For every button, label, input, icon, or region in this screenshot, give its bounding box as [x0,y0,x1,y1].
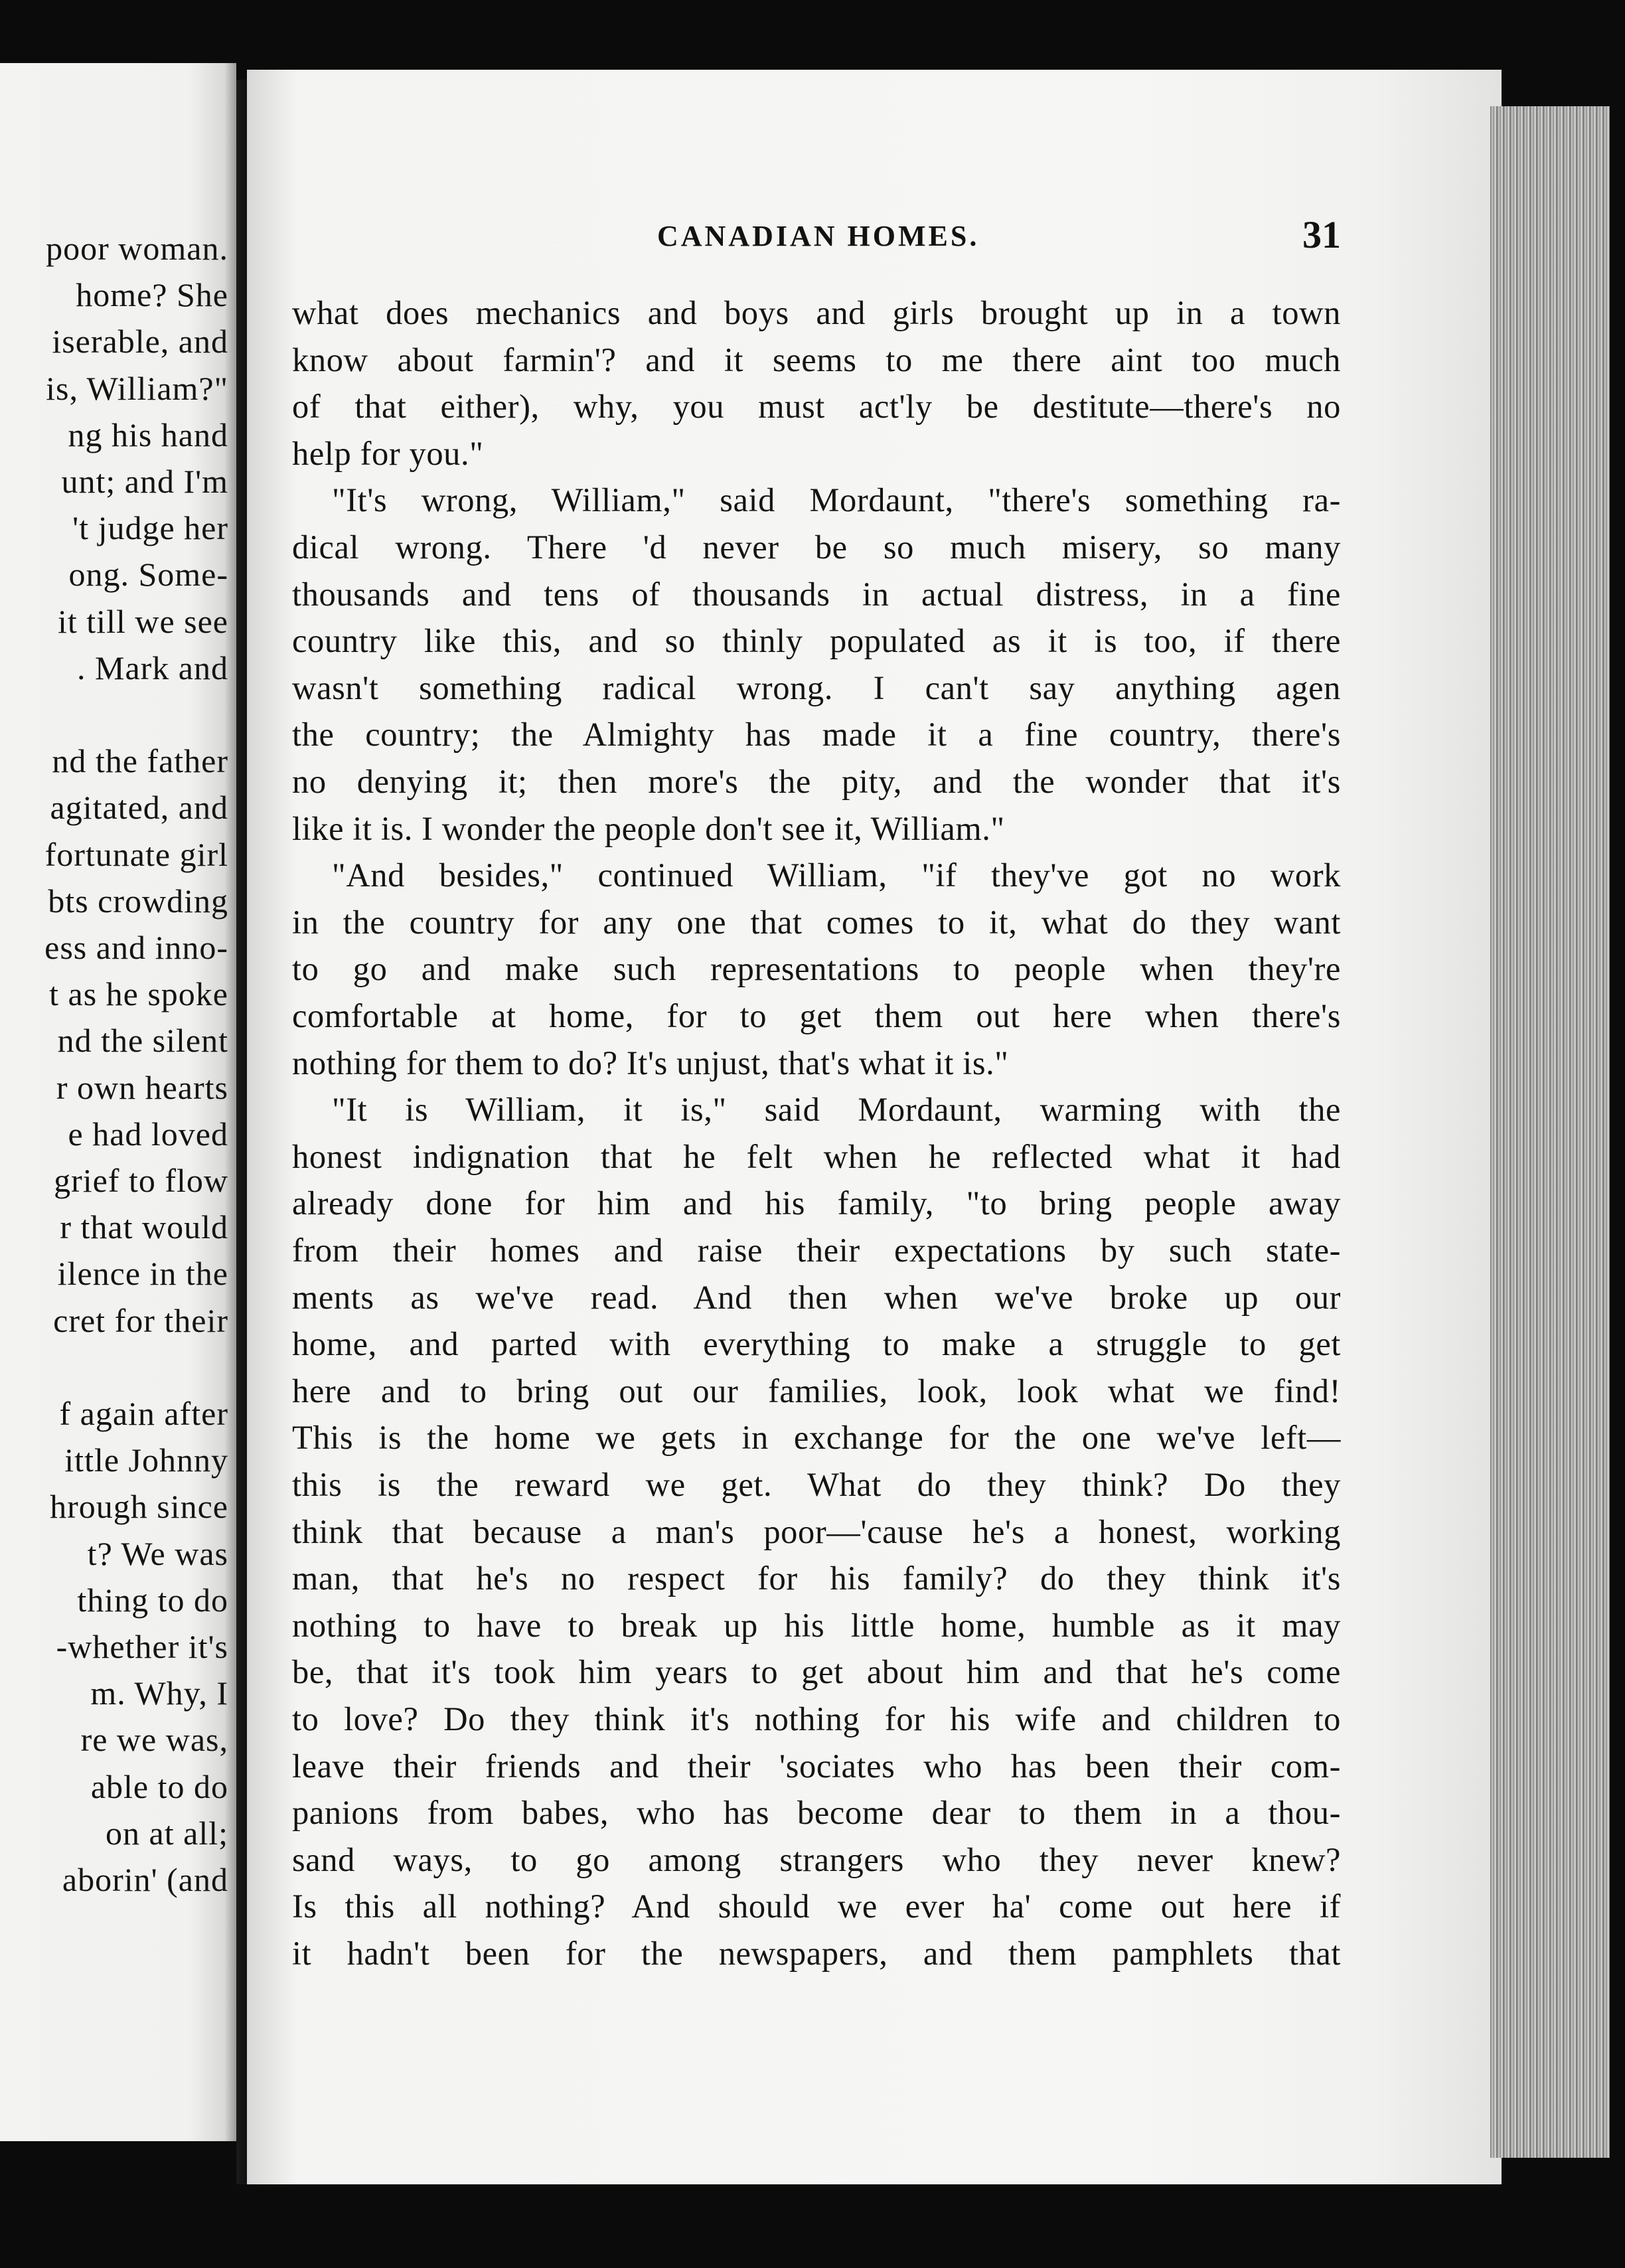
left-page-line: hrough since [50,1488,228,1526]
body-line: wasn't something radical wrong. I can't say anything agen [292,669,1341,706]
left-page-line: ilence in the [57,1255,228,1293]
left-page-line: unt; and I'm [61,463,228,500]
body-line: help for you." [292,434,484,472]
body-line: home, and parted with everything to make a struggle to get [292,1325,1341,1363]
page-edges [1490,106,1610,2158]
left-page-line: ess and inno- [44,929,228,966]
body-line: here and to bring out our families, look, look what we find! [292,1372,1341,1410]
body-line: panions from babes, who has become dear to them in a thou- [292,1794,1341,1832]
body-line: to love? Do they think it's nothing for his wife and children to [292,1700,1341,1738]
left-page-line: . Mark and [77,649,228,687]
body-line: sand ways, to go among strangers who they never knew? [292,1840,1341,1878]
left-page-line: t as he spoke [49,975,228,1013]
page-header [657,213,1341,266]
body-line: nothing to have to break up his little home, humble as it may [292,1606,1341,1644]
body-line: this is the reward we get. What do they think? Do they [292,1466,1341,1503]
body-line: think that because a man's poor—'cause he's a honest, working [292,1512,1341,1550]
body-line: "And besides," continued William, "if they've got no work [332,856,1341,894]
body-line: from their homes and raise their expectations by such state- [292,1232,1341,1269]
body-line: This is the home we gets in exchange for the one we've left— [292,1419,1341,1457]
body-line: in the country for any one that comes to it, what do they want [292,903,1341,941]
left-page-line: nd the silent [57,1022,228,1060]
left-page-line: m. Why, I [90,1674,228,1712]
body-line: "It's wrong, William," said Mordaunt, "there's something ra- [332,481,1341,519]
left-page-line: fortunate girl [44,835,228,873]
left-page-line: 't judge her [72,509,228,547]
left-page-line: agitated, and [50,789,228,827]
left-page-line: ittle Johnny [64,1441,228,1479]
left-page-line: poor woman. [46,230,228,267]
left-page-line: aborin' (and [62,1861,228,1898]
body-line: like it is. I wonder the people don't see it, William." [292,809,1005,847]
body-line: honest indignation that he felt when he reflected what it had [292,1137,1341,1175]
left-page-line: e had loved [68,1115,228,1153]
left-page-line: it till we see [58,602,228,640]
body-line: it hadn't been for the newspapers, and them pamphlets that [292,1935,1341,1972]
left-page-line: cret for their [53,1301,228,1339]
body-line: man, that he's no respect for his family? do they think it's [292,1560,1341,1597]
body-line: no denying it; then more's the pity, and the wonder that it's [292,763,1341,800]
body-line: Is this all nothing? And should we ever ha' come out here if [292,1888,1341,1925]
body-line: "It is William, it is," said Mordaunt, warming with the [332,1091,1341,1129]
page-number: 31 [1302,213,1341,256]
left-page-line: nd the father [52,742,228,780]
body-line: nothing for them to do? It's unjust, that's what it is." [292,1044,1009,1082]
left-page-line: on at all; [106,1814,228,1852]
left-page-line: grief to flow [54,1162,228,1199]
left-page-line: -whether it's [56,1628,228,1665]
body-line: comfortable at home, for to get them out here when there's [292,997,1341,1034]
left-page-line: t? We was [87,1534,228,1572]
left-page-line: iserable, and [52,323,228,361]
body-line: thousands and tens of thousands in actual distress, in a fine [292,575,1341,613]
body-line: know about farmin'? and it seems to me there aint too much [292,341,1341,378]
left-page-line: bts crowding [48,882,228,920]
left-page-line: home? She [76,276,228,314]
left-page-line: ng his hand [68,416,228,453]
body-line: already done for him and his family, "to bring people away [292,1184,1341,1222]
left-page-line: re we was, [80,1721,228,1759]
body-line: dical wrong. There 'd never be so much misery, so many [292,528,1341,566]
left-page-line: ong. Some- [68,556,228,594]
body-line: country like this, and so thinly populated as it is too, if there [292,622,1341,660]
body-line: what does mechanics and boys and girls brought up in a town [292,294,1341,331]
left-page-line: thing to do [77,1581,228,1619]
left-page-line: r that would [60,1208,228,1246]
left-page-line: r own hearts [56,1068,228,1106]
body-line: the country; the Almighty has made it a fine country, there's [292,716,1341,754]
left-page-line: able to do [90,1767,228,1805]
left-page-line: f again after [59,1395,228,1432]
running-title: CANADIAN HOMES. [657,220,980,252]
left-page-line: is, William?" [46,369,228,407]
body-line: ments as we've read. And then when we've broke up our [292,1278,1341,1316]
body-line: of that either), why, you must act'ly be destitute—there's no [292,388,1341,426]
body-line: be, that it's took him years to get about him and that he's come [292,1653,1341,1691]
left-page [0,63,236,2141]
body-line: to go and make such representations to people when they're [292,950,1341,988]
body-line: leave their friends and their 'sociates who has been their com- [292,1747,1341,1785]
